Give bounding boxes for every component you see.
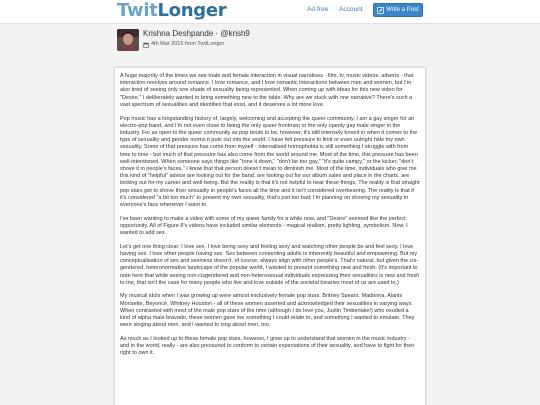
write-post-button[interactable] — [373, 3, 423, 17]
calendar-icon — [143, 42, 149, 48]
author-line — [143, 29, 250, 39]
post-paragraph: As much as I looked up to these female pop stars, however, I grew up to understand that women in the music industry - and in the world, really - are also pressured to conform to certain expectations of their sexuality, and have to fight for their right to own it. — [120, 336, 415, 357]
post-date: 4th Mar 2016 from TwitLonger — [151, 41, 225, 47]
post-paragraph: A huge majority of the times we see male and female interaction in visual narratives - film, tv, music videos, adverts - that interaction revolves around romance. I love romance, and I love romantic interactions between men and women, but I'm also tired of seeing only one shade of sexuality being represented. When coming up with ideas for this new video for "Desire," I deliberately wanted to bring something new to the table. Why are we stuck with one narrative? There's such a vast spectrum of sexualities and identities that exist, and it deserves a lot more love. — [120, 73, 414, 108]
author-handle[interactable]: @krish9 — [220, 29, 250, 38]
write-post-label: Write a Post — [386, 7, 419, 13]
logo-text-longer: Longer — [157, 0, 227, 21]
author-separator: · — [215, 29, 219, 38]
pencil-icon — [377, 7, 384, 14]
post-paragraph: I've been wanting to make a video with some of my queer family for a while now, and "Desire" seemed like the perfect opportunity. All of Figure 8's videos have included similar elements - magical realism, pretty lighting, symbolism. Now, I wanted to add sex. — [120, 215, 408, 237]
twitlonger-logo[interactable] — [117, 0, 226, 22]
avatar[interactable] — [117, 29, 139, 51]
nav-link-adfree[interactable]: Ad-free — [307, 6, 329, 13]
post-paragraph: Let's get one thing clear: I love sex. I love being sexy and feeling sexy and watching other people be and feel sexy. I love having sex. I love other people having sex. Sex between consenting adults is inherently beautiful and empowering. But my conceptualisation of sex and sexiness doesn't, of course, always align with other people's. That's natural, but given the cis-gendered, heteronormative landscape of the popular world, I wanted to present something new and fresh. (It's important to note here that while seeing non-cisgendered and non-heterosexual individuals expressing their sexualities is new and fresh to me, that isn't the case for many people who live and love outside of the societal binaries most of us are used to.) — [120, 243, 420, 286]
nav-link-account[interactable]: Account — [339, 6, 363, 13]
post-paragraph: My musical idols when I was growing up were almost exclusively female pop stars. Britney Spears, Madonna, Alanis Morisette, Beyoncé, Whitney Houston - all of these women asserted and acknowledged their sexualities in varying ways. When contrasted with most of the male pop stars of the time (although I do love you, Justin Timberlake!) who exuded a kind of alpha male bravado, these women gave me something I could relate to, and something I wanted to emulate. They were singing about men, and I wanted to sing about men, too. — [120, 293, 415, 329]
post-header — [117, 29, 423, 59]
post-meta — [143, 41, 224, 48]
post-content — [114, 67, 426, 405]
top-navbar — [0, 0, 540, 24]
logo-text-twit: Twit — [117, 0, 158, 21]
author-name[interactable]: Krishna Deshpande — [143, 29, 214, 38]
post-paragraph: Pop music has a longstanding history of, largely, welcoming and accepting the queer community. I am a gay singer for an electro-pop band, and I'm not even close to being the only queer frontman or the only openly gay male singer in the industry. For as open to the queer community as pop tends to be, however, it's still intensely boxed in when it comes to the type of sexuality and gender norms it puts out into the world. I have felt pressure to limit or even outright hide my own sexuality. Some of that pressure has come from myself - internalised homophobia is still something I struggle with from time to time - but much of that pressure has also come from the world around me. Most of the time, this pressure has been well-intentioned. When someone says things like "tone it down," "don't be too gay," "it's quite campy," or the kicker, "don't shove it in people's faces," I know that that person doesn't mean to diminish me. Most of the time, individuals who give me this kind of "helpful" advice are looking out for the band, are looking out for our album sales and place in the charts, are looking out for my career and well-being. But the reality is that it's not helpful to hear these things. The reality is that straight pop stars get to shove their sexuality in people's faces all the time and it isn't considered overbearing. The reality is that if it's considered "a bit too much" to present my own sexuality, that's just too bad; I'm planning on shoving my sexuality in everyone's face whenever I want to. — [120, 115, 420, 208]
